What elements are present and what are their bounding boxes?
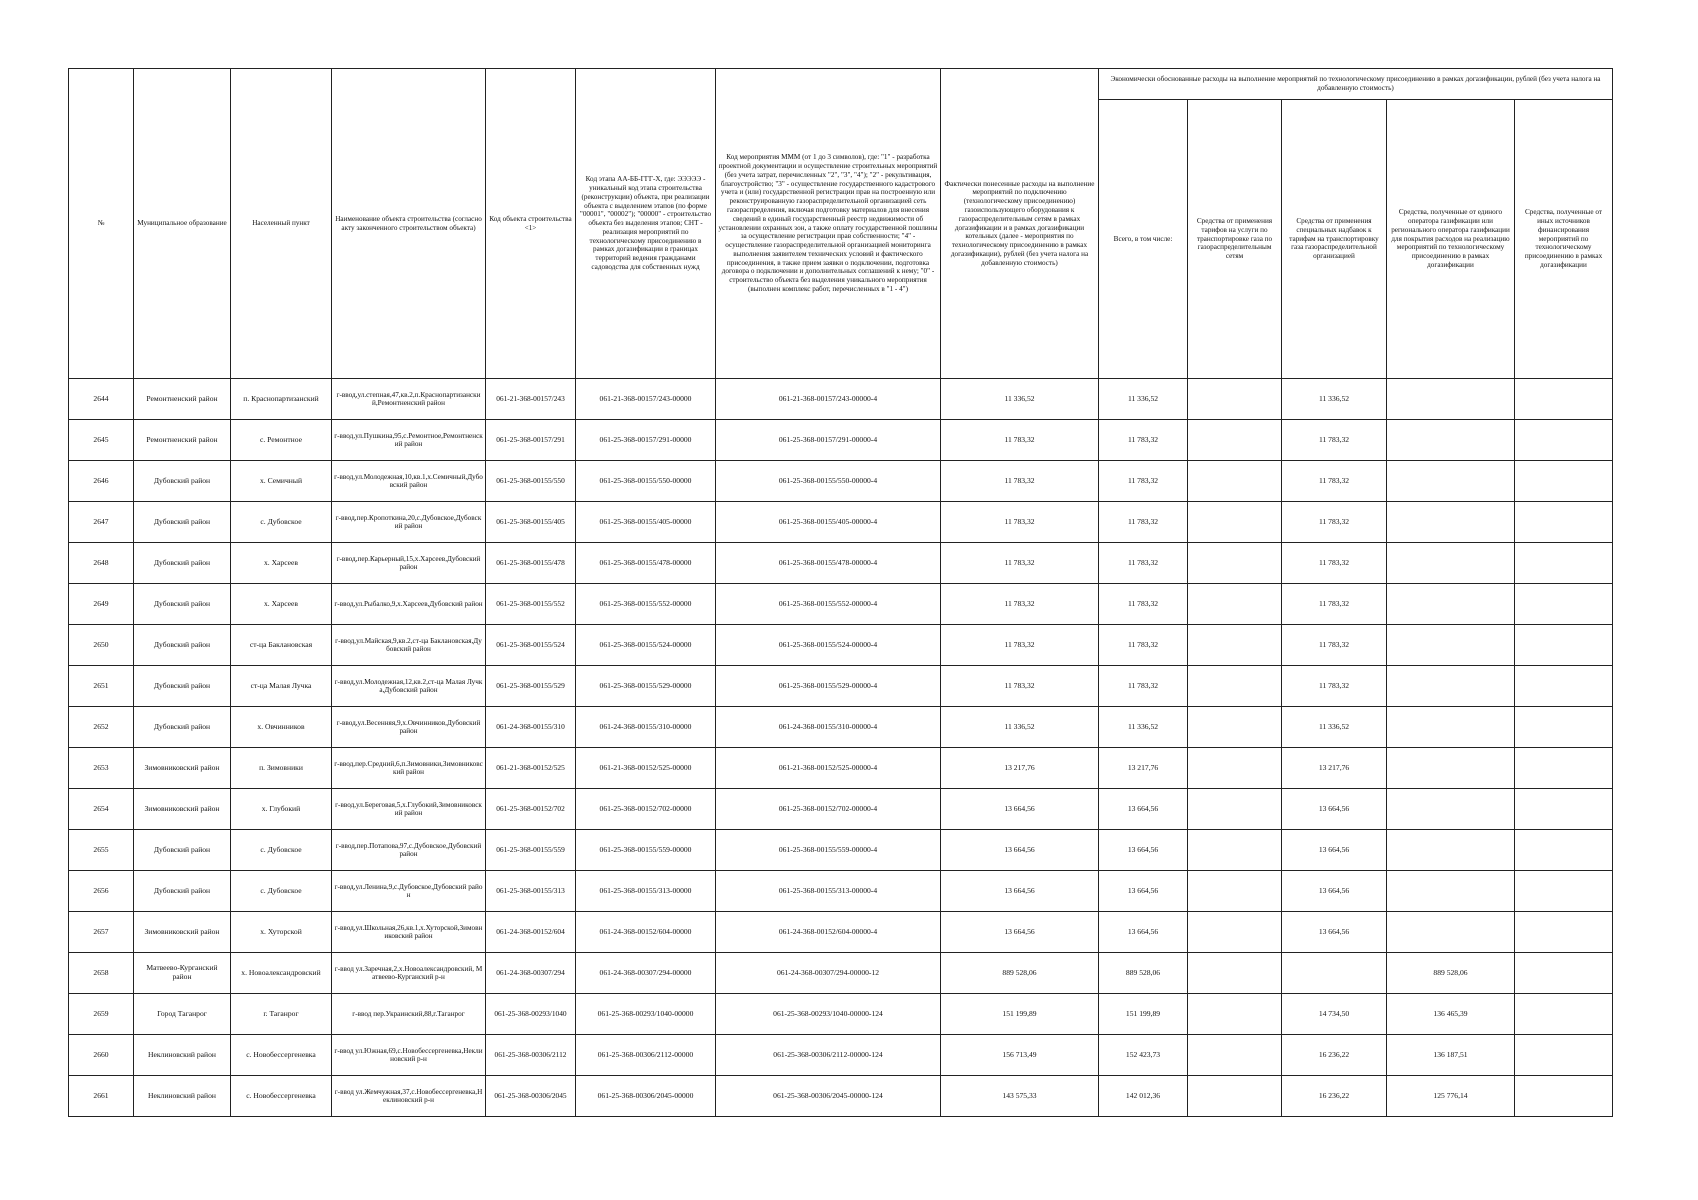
cell-other [1515, 666, 1613, 707]
cell-municipality: Зимовниковский район [134, 789, 231, 830]
cell-other [1515, 1035, 1613, 1076]
cell-object-code: 061-25-368-00155/550 [486, 461, 576, 502]
cell-total: 142 012,36 [1099, 1076, 1188, 1117]
cell-other [1515, 502, 1613, 543]
cell-total: 13 217,76 [1099, 748, 1188, 789]
cell-other [1515, 461, 1613, 502]
header-other: Средства, полученные от иных источников финансирования мероприятий по технологическому присоединению в рамках догазификации [1515, 100, 1613, 379]
cell-num: 2651 [69, 666, 134, 707]
cell-other [1515, 953, 1613, 994]
cell-object-name: г-ввод ул.Жемчужная,37,с.Новобессергеневка,Неклиновский р-н [332, 1076, 486, 1117]
cell-actual-costs: 13 217,76 [941, 748, 1099, 789]
cell-stage-code: 061-21-368-00152/525-00000 [576, 748, 716, 789]
cell-object-code: 061-25-368-00155/478 [486, 543, 576, 584]
cell-object-code: 061-25-368-00155/313 [486, 871, 576, 912]
cell-stage-code: 061-25-368-00155/524-00000 [576, 625, 716, 666]
cell-tariffs [1188, 953, 1282, 994]
cell-object-code: 061-24-368-00155/310 [486, 707, 576, 748]
cell-operator [1387, 912, 1515, 953]
cell-total: 151 199,89 [1099, 994, 1188, 1035]
cell-actual-costs: 11 336,52 [941, 379, 1099, 420]
table-row [69, 625, 1613, 666]
cell-surcharges: 13 664,56 [1282, 830, 1387, 871]
cell-actual-costs: 143 575,33 [941, 1076, 1099, 1117]
header-actual-costs: Фактически понесенные расходы на выполнение мероприятий по подключению (технологическому присоединению) газоиспользующего оборудования к газораспределительным сетям в рамках догазификации и в рамках догазификации котельных (далее - мероприятия по технологическому присоединению в рамках догазификации), рублей (без учета налога на добавленную стоимость) [941, 69, 1099, 379]
header-municipality: Муниципальное образование [134, 69, 231, 379]
cell-operator [1387, 748, 1515, 789]
table-header [69, 69, 1613, 379]
cell-total: 11 783,32 [1099, 502, 1188, 543]
table-row [69, 379, 1613, 420]
cell-other [1515, 707, 1613, 748]
cell-settlement: п. Зимовники [231, 748, 332, 789]
cell-other [1515, 584, 1613, 625]
cell-tariffs [1188, 830, 1282, 871]
cell-surcharges: 11 783,32 [1282, 461, 1387, 502]
cell-event-code: 061-25-368-00157/291-00000-4 [716, 420, 941, 461]
cell-operator [1387, 584, 1515, 625]
cell-object-code: 061-25-368-00155/552 [486, 584, 576, 625]
cell-num: 2655 [69, 830, 134, 871]
cell-event-code: 061-24-368-00152/604-00000-4 [716, 912, 941, 953]
cost-table [68, 68, 1613, 1117]
cell-settlement: п. Краснопартизанский [231, 379, 332, 420]
cell-surcharges: 11 783,32 [1282, 625, 1387, 666]
cell-object-name: г-ввод ул.Южная,69,с.Новобессергеневка,Неклиновский р-н [332, 1035, 486, 1076]
cell-settlement: х. Глубокий [231, 789, 332, 830]
cell-other [1515, 830, 1613, 871]
cell-object-code: 061-25-368-00306/2112 [486, 1035, 576, 1076]
cell-object-name: г-ввод,ул.Молодежная,12,кв.2,ст-ца Малая Лучка,Дубовский район [332, 666, 486, 707]
cell-object-name: г-ввод,пер.Средний,6,п.Зимовники,Зимовниковский район [332, 748, 486, 789]
cell-actual-costs: 13 664,56 [941, 789, 1099, 830]
cell-settlement: х. Харсеев [231, 543, 332, 584]
cell-stage-code: 061-25-368-00152/702-00000 [576, 789, 716, 830]
cell-num: 2652 [69, 707, 134, 748]
cell-num: 2653 [69, 748, 134, 789]
cell-operator: 889 528,06 [1387, 953, 1515, 994]
cell-event-code: 061-25-368-00155/405-00000-4 [716, 502, 941, 543]
cell-stage-code: 061-24-368-00155/310-00000 [576, 707, 716, 748]
cell-object-code: 061-24-368-00307/294 [486, 953, 576, 994]
cell-event-code: 061-25-368-00155/550-00000-4 [716, 461, 941, 502]
cell-object-name: г-ввод,пер.Потапова,97,с.Дубовское,Дубовский район [332, 830, 486, 871]
cell-municipality: Дубовский район [134, 584, 231, 625]
cell-operator: 136 465,39 [1387, 994, 1515, 1035]
cell-municipality: Ремонтненский район [134, 420, 231, 461]
cell-tariffs [1188, 420, 1282, 461]
cell-event-code: 061-25-368-00155/552-00000-4 [716, 584, 941, 625]
cell-municipality: Дубовский район [134, 502, 231, 543]
cell-operator [1387, 502, 1515, 543]
header-surcharges: Средства от применения специальных надбавок к тарифам на транспортировку газа газораспределительной организацией [1282, 100, 1387, 379]
cell-event-code: 061-25-368-00306/2112-00000-124 [716, 1035, 941, 1076]
header-num: № [69, 69, 134, 379]
cell-settlement: ст-ца Малая Лучка [231, 666, 332, 707]
table-row [69, 871, 1613, 912]
cell-municipality: Зимовниковский район [134, 912, 231, 953]
cell-municipality: Дубовский район [134, 666, 231, 707]
cell-surcharges: 13 664,56 [1282, 871, 1387, 912]
cell-settlement: х. Новоалександровский [231, 953, 332, 994]
cell-tariffs [1188, 625, 1282, 666]
table-row [69, 584, 1613, 625]
cell-object-code: 061-25-368-00152/702 [486, 789, 576, 830]
table-row [69, 994, 1613, 1035]
cell-object-name: г-ввод,ул.Ленина,9,с.Дубовское,Дубовский район [332, 871, 486, 912]
cell-num: 2649 [69, 584, 134, 625]
cell-actual-costs: 11 783,32 [941, 584, 1099, 625]
cell-total: 13 664,56 [1099, 830, 1188, 871]
cell-actual-costs: 889 528,06 [941, 953, 1099, 994]
cell-settlement: х. Овчинников [231, 707, 332, 748]
cell-other [1515, 748, 1613, 789]
cell-total: 11 783,32 [1099, 584, 1188, 625]
cell-operator [1387, 625, 1515, 666]
cell-surcharges [1282, 953, 1387, 994]
cell-settlement: х. Хуторской [231, 912, 332, 953]
table-row [69, 543, 1613, 584]
cell-other [1515, 379, 1613, 420]
cell-other [1515, 420, 1613, 461]
cell-surcharges: 11 783,32 [1282, 584, 1387, 625]
cell-stage-code: 061-21-368-00157/243-00000 [576, 379, 716, 420]
cell-surcharges: 13 664,56 [1282, 912, 1387, 953]
cell-surcharges: 11 336,52 [1282, 707, 1387, 748]
cell-object-name: г-ввод,ул.Школьная,26,кв.1,х.Хуторской,Зимовниковский район [332, 912, 486, 953]
cell-object-code: 061-21-368-00152/525 [486, 748, 576, 789]
cell-object-name: г-ввод,ул.Береговая,5,х.Глубокий,Зимовниковский район [332, 789, 486, 830]
cell-object-code: 061-21-368-00157/243 [486, 379, 576, 420]
cell-stage-code: 061-25-368-00293/1040-00000 [576, 994, 716, 1035]
cell-actual-costs: 13 664,56 [941, 912, 1099, 953]
cell-num: 2657 [69, 912, 134, 953]
cell-tariffs [1188, 543, 1282, 584]
cell-surcharges: 11 783,32 [1282, 420, 1387, 461]
cell-settlement: ст-ца Баклановская [231, 625, 332, 666]
cell-object-name: г-ввод,ул.Весенняя,9,х.Овчинников,Дубовский район [332, 707, 486, 748]
cell-surcharges: 13 664,56 [1282, 789, 1387, 830]
cell-other [1515, 994, 1613, 1035]
cell-event-code: 061-21-368-00152/525-00000-4 [716, 748, 941, 789]
cell-settlement: с. Дубовское [231, 502, 332, 543]
header-tariffs: Средства от применения тарифов на услуги по транспортировке газа по газораспределительным сетям [1188, 100, 1282, 379]
cell-tariffs [1188, 1035, 1282, 1076]
cell-municipality: Город Таганрог [134, 994, 231, 1035]
cell-event-code: 061-25-368-00293/1040-00000-124 [716, 994, 941, 1035]
table-row [69, 420, 1613, 461]
cell-num: 2656 [69, 871, 134, 912]
cell-stage-code: 061-24-368-00152/604-00000 [576, 912, 716, 953]
cell-stage-code: 061-24-368-00307/294-00000 [576, 953, 716, 994]
cell-actual-costs: 13 664,56 [941, 871, 1099, 912]
cell-object-name: г-ввод,пер.Кропоткина,20,с.Дубовское,Дубовский район [332, 502, 486, 543]
cell-tariffs [1188, 707, 1282, 748]
cell-settlement: с. Новобессергеневка [231, 1035, 332, 1076]
cell-tariffs [1188, 1076, 1282, 1117]
cell-actual-costs: 11 336,52 [941, 707, 1099, 748]
cell-actual-costs: 11 783,32 [941, 543, 1099, 584]
cell-stage-code: 061-25-368-00155/405-00000 [576, 502, 716, 543]
cell-surcharges: 16 236,22 [1282, 1035, 1387, 1076]
cell-object-code: 061-25-368-00155/524 [486, 625, 576, 666]
cell-surcharges: 11 336,52 [1282, 379, 1387, 420]
cell-surcharges: 11 783,32 [1282, 502, 1387, 543]
cell-tariffs [1188, 461, 1282, 502]
cell-operator [1387, 789, 1515, 830]
header-settlement: Населенный пункт [231, 69, 332, 379]
cell-object-name: г-ввод,ул.Рыбалко,9,х.Харсеев,Дубовский район [332, 584, 486, 625]
cell-total: 11 783,32 [1099, 543, 1188, 584]
cell-object-name: г-ввод,пер.Карьерный,15,х.Харсеев,Дубовский район [332, 543, 486, 584]
cell-municipality: Неклиновский район [134, 1076, 231, 1117]
cell-actual-costs: 11 783,32 [941, 461, 1099, 502]
cell-object-name: г-ввод ул.Заречная,2,х.Новоалександровский, Матвеево-Курганский р-н [332, 953, 486, 994]
cell-object-name: г-ввод,ул.Майская,9,кв.2,ст-ца Баклановская,Дубовский район [332, 625, 486, 666]
cell-tariffs [1188, 584, 1282, 625]
cell-event-code: 061-25-368-00155/478-00000-4 [716, 543, 941, 584]
cell-municipality: Дубовский район [134, 625, 231, 666]
cell-settlement: с. Дубовское [231, 830, 332, 871]
cell-num: 2659 [69, 994, 134, 1035]
cell-num: 2660 [69, 1035, 134, 1076]
cell-event-code: 061-25-368-00155/313-00000-4 [716, 871, 941, 912]
cell-settlement: с. Дубовское [231, 871, 332, 912]
cell-municipality: Ремонтненский район [134, 379, 231, 420]
cell-settlement: с. Ремонтное [231, 420, 332, 461]
cell-event-code: 061-25-368-00155/529-00000-4 [716, 666, 941, 707]
cell-object-code: 061-25-368-00293/1040 [486, 994, 576, 1035]
cell-settlement: г. Таганрог [231, 994, 332, 1035]
cell-stage-code: 061-25-368-00155/313-00000 [576, 871, 716, 912]
header-total: Всего, в том числе: [1099, 100, 1188, 379]
cell-other [1515, 625, 1613, 666]
table-row [69, 1035, 1613, 1076]
cell-actual-costs: 11 783,32 [941, 420, 1099, 461]
table-row [69, 707, 1613, 748]
cell-actual-costs: 11 783,32 [941, 625, 1099, 666]
cell-actual-costs: 11 783,32 [941, 666, 1099, 707]
cell-other [1515, 871, 1613, 912]
header-object-code: Код объекта строительства <1> [486, 69, 576, 379]
cell-num: 2647 [69, 502, 134, 543]
cell-total: 11 783,32 [1099, 461, 1188, 502]
cell-operator [1387, 666, 1515, 707]
table-body [69, 379, 1613, 1117]
header-group-justified-costs: Экономически обоснованные расходы на выполнение мероприятий по технологическому присоединению в рамках догазификации, рублей (без учета налога на добавленную стоимость) [1099, 69, 1613, 100]
cell-total: 11 783,32 [1099, 666, 1188, 707]
header-object-name: Наименование объекта строительства (согласно акту законченного строительством объекта) [332, 69, 486, 379]
table-row [69, 748, 1613, 789]
table-row [69, 1076, 1613, 1117]
cell-surcharges: 13 217,76 [1282, 748, 1387, 789]
cell-stage-code: 061-25-368-00155/550-00000 [576, 461, 716, 502]
cell-num: 2645 [69, 420, 134, 461]
cell-municipality: Дубовский район [134, 707, 231, 748]
cell-total: 11 336,52 [1099, 379, 1188, 420]
cell-surcharges: 16 236,22 [1282, 1076, 1387, 1117]
cell-actual-costs: 151 199,89 [941, 994, 1099, 1035]
cell-surcharges: 11 783,32 [1282, 666, 1387, 707]
cell-object-code: 061-25-368-00155/405 [486, 502, 576, 543]
cell-municipality: Неклиновский район [134, 1035, 231, 1076]
cell-stage-code: 061-25-368-00155/478-00000 [576, 543, 716, 584]
cell-num: 2644 [69, 379, 134, 420]
cell-settlement: с. Новобессергеневка [231, 1076, 332, 1117]
cell-event-code: 061-25-368-00152/702-00000-4 [716, 789, 941, 830]
cell-object-code: 061-25-368-00306/2045 [486, 1076, 576, 1117]
cell-num: 2646 [69, 461, 134, 502]
cell-surcharges: 14 734,50 [1282, 994, 1387, 1035]
header-operator: Средства, полученные от единого оператора газификации или регионального оператора газификации для покрытия расходов на реализацию мероприятий по технологическому присоединению в рамках догазификации [1387, 100, 1515, 379]
cell-num: 2654 [69, 789, 134, 830]
cell-stage-code: 061-25-368-00155/559-00000 [576, 830, 716, 871]
cell-tariffs [1188, 748, 1282, 789]
cell-tariffs [1188, 666, 1282, 707]
cell-num: 2648 [69, 543, 134, 584]
cell-stage-code: 061-25-368-00306/2112-00000 [576, 1035, 716, 1076]
cell-total: 889 528,06 [1099, 953, 1188, 994]
cell-tariffs [1188, 994, 1282, 1035]
cell-stage-code: 061-25-368-00157/291-00000 [576, 420, 716, 461]
cell-num: 2650 [69, 625, 134, 666]
table-row [69, 789, 1613, 830]
cell-municipality: Дубовский район [134, 830, 231, 871]
cell-event-code: 061-24-368-00307/294-00000-12 [716, 953, 941, 994]
cell-tariffs [1188, 789, 1282, 830]
cell-event-code: 061-21-368-00157/243-00000-4 [716, 379, 941, 420]
cell-event-code: 061-25-368-00155/559-00000-4 [716, 830, 941, 871]
header-event-code: Код мероприятия МММ (от 1 до 3 символов), где: "1" - разработка проектной документации и осуществление строительных мероприятий (без учета затрат, перечисленных "2", "3", "4"); "2" - рекультивация, благоустройство; "3" - осуществление государственного кадастрового учета и (или) государственной регистрации прав на построенную или реконструированную газораспределительной организацией сеть газораспределения, включая подготовку материалов для внесения сведений в единый государственный реестр недвижимости об установлении охранных зон, а также оплату государственной пошлины за осуществление регистрации прав собственности; "4" - осуществление газораспределительной организацией мониторинга выполнения заявителем технических условий и фактического присоединения, в также прием заявки о подключении, подготовка договора о подключении и дополнительных соглашений к нему; "0" - строительство объекта без выделения уникального мероприятия (выполнен комплекс работ, перечисленных в "1 - 4") [716, 69, 941, 379]
cell-municipality: Зимовниковский район [134, 748, 231, 789]
cell-operator [1387, 707, 1515, 748]
cell-object-code: 061-25-368-00157/291 [486, 420, 576, 461]
cell-tariffs [1188, 871, 1282, 912]
cell-operator [1387, 420, 1515, 461]
cell-municipality: Дубовский район [134, 871, 231, 912]
table-row [69, 502, 1613, 543]
cell-actual-costs: 13 664,56 [941, 830, 1099, 871]
cell-object-name: г-ввод,ул.степная,47,кв.2,п.Краснопартизанский,Ремонтненский район [332, 379, 486, 420]
table-row [69, 461, 1613, 502]
cell-stage-code: 061-25-368-00306/2045-00000 [576, 1076, 716, 1117]
cell-event-code: 061-25-368-00306/2045-00000-124 [716, 1076, 941, 1117]
table-row [69, 666, 1613, 707]
cell-stage-code: 061-25-368-00155/552-00000 [576, 584, 716, 625]
cell-actual-costs: 11 783,32 [941, 502, 1099, 543]
cell-operator [1387, 830, 1515, 871]
cell-settlement: х. Семичный [231, 461, 332, 502]
cell-event-code: 061-25-368-00155/524-00000-4 [716, 625, 941, 666]
cell-operator [1387, 379, 1515, 420]
cell-total: 13 664,56 [1099, 912, 1188, 953]
cell-object-code: 061-25-368-00155/529 [486, 666, 576, 707]
cell-other [1515, 912, 1613, 953]
cell-tariffs [1188, 912, 1282, 953]
cell-other [1515, 789, 1613, 830]
table-row [69, 830, 1613, 871]
cell-total: 152 423,73 [1099, 1035, 1188, 1076]
cell-operator [1387, 871, 1515, 912]
cell-other [1515, 543, 1613, 584]
cell-num: 2658 [69, 953, 134, 994]
cell-object-name: г-ввод пер.Украинский,88,г.Таганрог [332, 994, 486, 1035]
cell-municipality: Дубовский район [134, 461, 231, 502]
cell-object-code: 061-25-368-00155/559 [486, 830, 576, 871]
cell-municipality: Матвеево-Курганский район [134, 953, 231, 994]
cell-event-code: 061-24-368-00155/310-00000-4 [716, 707, 941, 748]
cell-operator [1387, 543, 1515, 584]
table-row [69, 953, 1613, 994]
cell-other [1515, 1076, 1613, 1117]
cell-surcharges: 11 783,32 [1282, 543, 1387, 584]
cell-tariffs [1188, 379, 1282, 420]
cell-total: 11 783,32 [1099, 625, 1188, 666]
cell-total: 13 664,56 [1099, 789, 1188, 830]
cell-settlement: х. Харсеев [231, 584, 332, 625]
cell-total: 11 336,52 [1099, 707, 1188, 748]
cell-municipality: Дубовский район [134, 543, 231, 584]
cell-object-code: 061-24-368-00152/604 [486, 912, 576, 953]
cell-stage-code: 061-25-368-00155/529-00000 [576, 666, 716, 707]
table-row [69, 912, 1613, 953]
cell-object-name: г-ввод,ул.Пушкина,95,с.Ремонтное,Ремонтненский район [332, 420, 486, 461]
cell-num: 2661 [69, 1076, 134, 1117]
cell-object-name: г-ввод,ул.Молодежная,10,кв.1,х.Семичный,Дубовский район [332, 461, 486, 502]
header-stage-code: Код этапа АА-ББ-ГГГ-Х, где: ЭЭЭЭЭ - уникальный код этапа строительства (реконструкции) объекта, при реализации объекта с выделением этапов (по форме "00001", "00002"); "00000" - строительство объекта без выделения этапов; СНТ - реализация мероприятий по технологическому присоединению в рамках догазификации в границах территорий ведения гражданами садоводства для собственных нужд [576, 69, 716, 379]
cell-operator: 136 187,51 [1387, 1035, 1515, 1076]
cell-operator [1387, 461, 1515, 502]
cell-actual-costs: 156 713,49 [941, 1035, 1099, 1076]
cell-operator: 125 776,14 [1387, 1076, 1515, 1117]
cell-total: 11 783,32 [1099, 420, 1188, 461]
cell-total: 13 664,56 [1099, 871, 1188, 912]
cell-tariffs [1188, 502, 1282, 543]
